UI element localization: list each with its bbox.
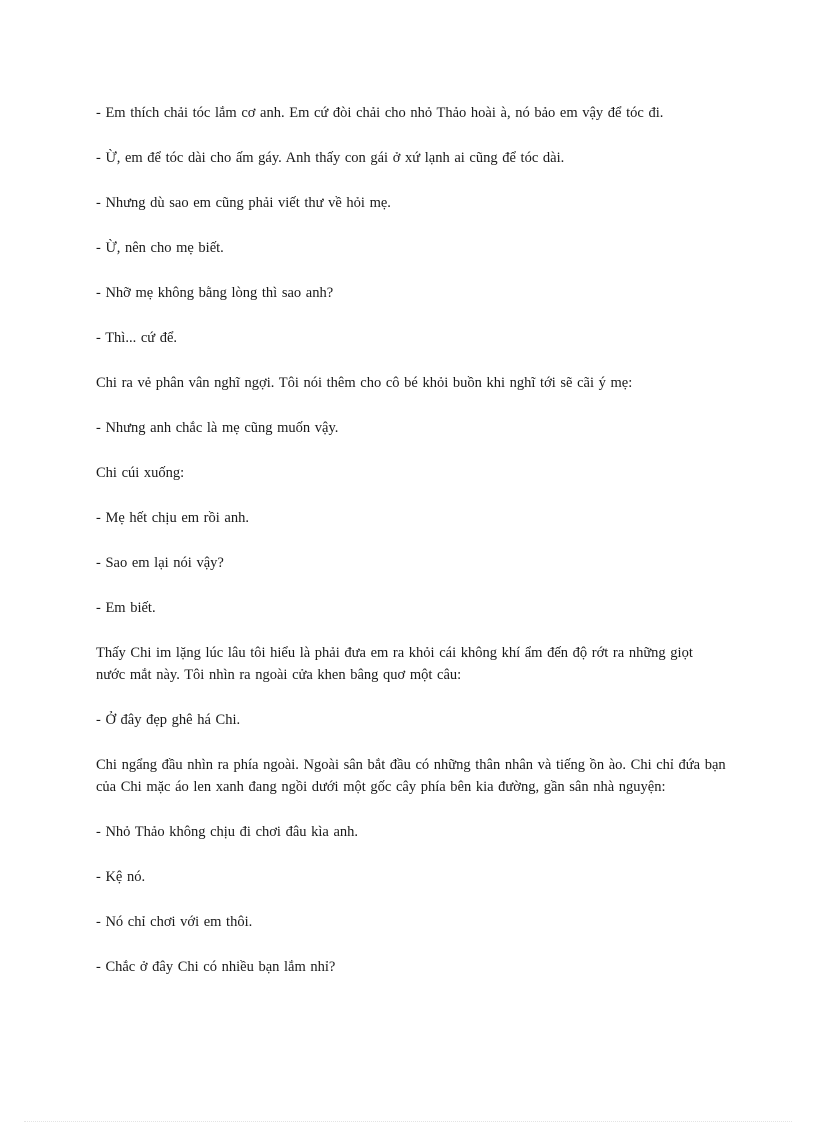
dialogue-line: - Sao em lại nói vậy? xyxy=(96,555,224,571)
dialogue-line: - Nhưng dù sao em cũng phải viết thư về hỏi mẹ. xyxy=(96,195,391,211)
dialogue-line: - Ừ, nên cho mẹ biết. xyxy=(96,240,224,256)
dialogue-line: - Em thích chải tóc lắm cơ anh. Em cứ đòi chải cho nhỏ Thảo hoài à, nó bảo em vậy để tóc đi. xyxy=(96,105,664,121)
dialogue-line: - Em biết. xyxy=(96,600,156,616)
dialogue-line: - Chắc ở đây Chi có nhiều bạn lắm nhỉ? xyxy=(96,959,336,975)
narration-paragraph: Chi ra vẻ phân vân nghĩ ngợi. Tôi nói thêm cho cô bé khỏi buồn khi nghĩ tới sẽ cãi ý mẹ: xyxy=(96,375,633,391)
document-body xyxy=(96,102,726,1001)
dialogue-line: - Nhỡ mẹ không bằng lòng thì sao anh? xyxy=(96,285,334,301)
dialogue-line: - Thì... cứ để. xyxy=(96,330,178,346)
dialogue-line: - Nhỏ Thảo không chịu đi chơi đâu kìa anh. xyxy=(96,824,359,840)
dialogue-line: - Kệ nó. xyxy=(96,869,146,885)
dialogue-line: - Nhưng anh chắc là mẹ cũng muốn vậy. xyxy=(96,420,339,436)
page-bottom-edge xyxy=(24,1121,792,1122)
dialogue-line: - Ừ, em để tóc dài cho ấm gáy. Anh thấy con gái ở xứ lạnh ai cũng để tóc dài. xyxy=(96,150,565,166)
narration-paragraph: Chi ngẩng đầu nhìn ra phía ngoài. Ngoài sân bắt đầu có những thân nhân và tiếng ồn ào. Chi chỉ đứa bạn của Chi mặc áo len xanh đang ngồi dưới một gốc cây phía bên kia đường, gần sân nhà nguyện: xyxy=(96,757,726,795)
narration-paragraph: Chi cúi xuống: xyxy=(96,465,185,481)
dialogue-line: - Nó chỉ chơi với em thôi. xyxy=(96,914,253,930)
narration-paragraph: Thấy Chi im lặng lúc lâu tôi hiểu là phải đưa em ra khỏi cái không khí ẩm đến độ rớt ra những giọt nước mắt này. Tôi nhìn ra ngoài cửa khen bâng quơ một câu: xyxy=(96,645,693,683)
dialogue-line: - Mẹ hết chịu em rồi anh. xyxy=(96,510,249,526)
dialogue-line: - Ở đây đẹp ghê há Chi. xyxy=(96,712,241,728)
